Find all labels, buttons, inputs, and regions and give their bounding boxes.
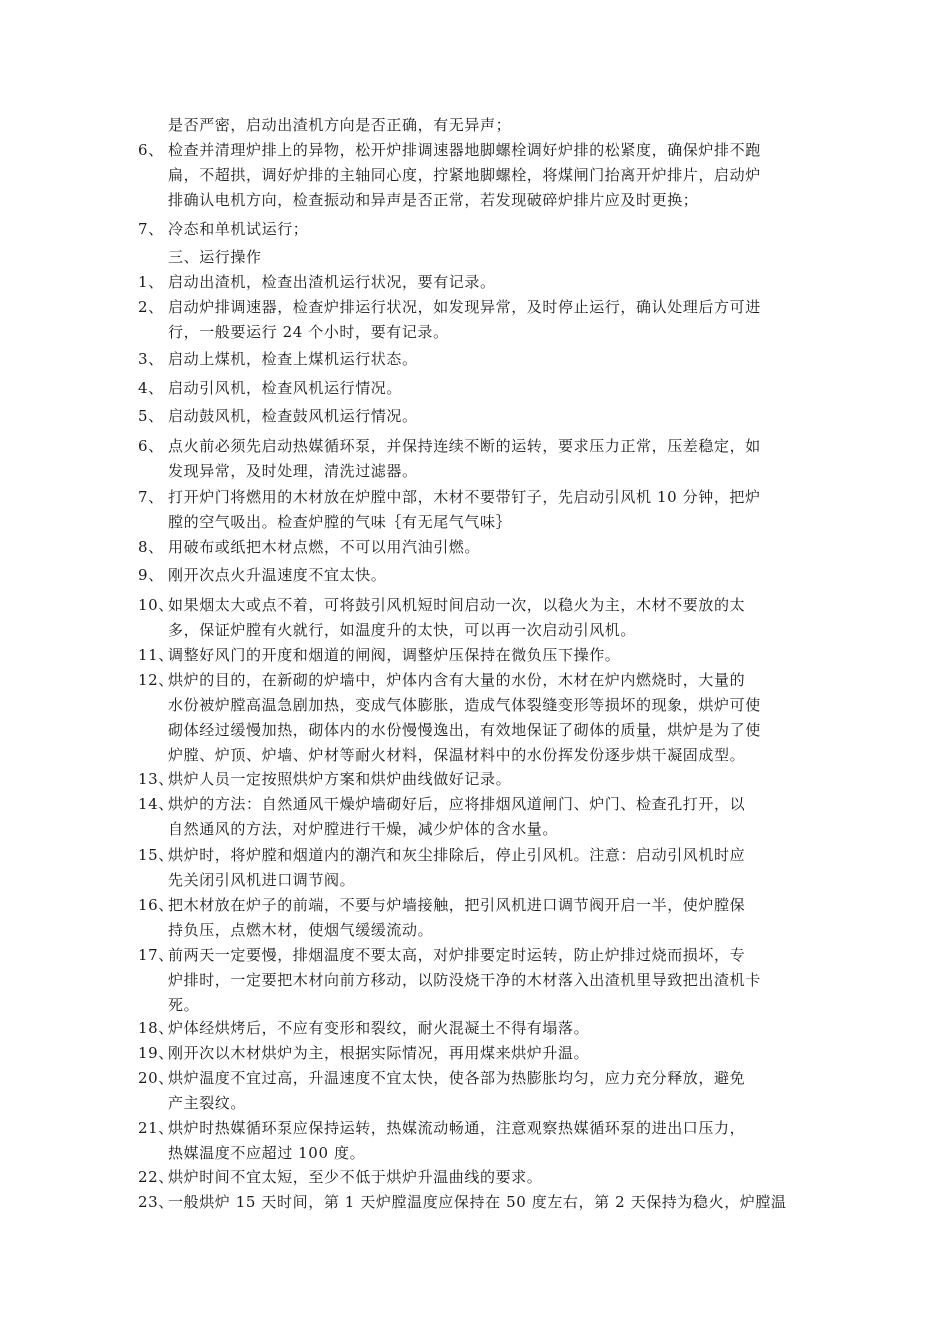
item-text-line: 先关闭引风机进口调节阀。 bbox=[168, 871, 356, 889]
item-text bbox=[168, 767, 818, 792]
list-item bbox=[138, 138, 818, 213]
item-text-line: 调整好风门的开度和烟道的闸阀，调整炉压保持在微负压下操作。 bbox=[168, 646, 621, 664]
item-number: 16、 bbox=[138, 896, 174, 914]
item-text bbox=[168, 843, 818, 893]
list-item bbox=[138, 668, 818, 768]
item-number: 12、 bbox=[138, 671, 174, 689]
item-text bbox=[168, 943, 818, 1018]
item-text-line: 烘炉的方法：自然通风干燥炉墙砌好后，应将排烟风道闸门、炉门、检查孔打开，以 bbox=[168, 795, 746, 813]
list-item bbox=[138, 943, 818, 1018]
item-text-line: 产主裂纹。 bbox=[168, 1094, 247, 1112]
item-text-line: 启动出渣机，检查出渣机运行状况，要有记录。 bbox=[168, 273, 496, 291]
item-number: 21、 bbox=[138, 1119, 174, 1137]
list-item bbox=[138, 893, 818, 943]
item-number: 18、 bbox=[138, 1019, 174, 1037]
item-text-line: 用破布或纸把木材点燃，不可以用汽油引燃。 bbox=[168, 538, 481, 556]
item-text bbox=[168, 593, 818, 643]
item-text-line: 打开炉门将燃用的木材放在炉膛中部，木材不要带钉子，先启动引风机 10 分钟，把炉 bbox=[168, 488, 761, 506]
item-number: 23、 bbox=[138, 1193, 174, 1211]
item-text-line: 炉体经烘烤后，不应有变形和裂纹，耐火混凝土不得有塌落。 bbox=[168, 1019, 590, 1037]
list-item bbox=[138, 1016, 818, 1041]
list-item bbox=[138, 593, 818, 643]
item-text bbox=[168, 668, 818, 768]
item-text-line: 启动上煤机，检查上煤机运行状态。 bbox=[168, 350, 418, 368]
item-text-line: 烘炉时间不宜太短，至少不低于烘炉升温曲线的要求。 bbox=[168, 1168, 543, 1186]
list-item bbox=[138, 1041, 818, 1066]
item-number: 8、 bbox=[138, 538, 164, 556]
list-item bbox=[138, 434, 818, 484]
item-text-line: 烘炉温度不宜过高，升温速度不宜太快，使各部为热膨胀均匀，应力充分释放，避免 bbox=[168, 1069, 746, 1087]
item-text bbox=[168, 295, 818, 345]
item-number: 3、 bbox=[138, 350, 164, 368]
item-number: 10、 bbox=[138, 596, 174, 614]
item-number: 7、 bbox=[138, 488, 164, 506]
item-text bbox=[168, 347, 818, 372]
item-text-line: 启动炉排调速器，检查炉排运行状况，如发现异常，及时停止运行，确认处理后方可进 bbox=[168, 298, 761, 316]
item-number: 9、 bbox=[138, 566, 164, 584]
list-item bbox=[138, 1190, 818, 1215]
item-number: 6、 bbox=[138, 437, 164, 455]
item-text-line: 炉膛、炉顶、炉墙、炉材等耐火材料，保温材料中的水份挥发份逐步烘干凝固成型。 bbox=[168, 746, 746, 764]
item-text bbox=[168, 1165, 818, 1190]
item-text-line: 水份被炉膛高温急剧加热，变成气体膨胀，造成气体裂缝变形等损坏的现象，烘炉可使 bbox=[168, 696, 761, 714]
item-text-line: 行，一般要运行 24 个小时，要有记录。 bbox=[168, 323, 449, 341]
item-number: 22、 bbox=[138, 1168, 174, 1186]
item-text bbox=[168, 1116, 818, 1166]
list-item bbox=[138, 535, 818, 560]
item-text-line: 刚开次点火升温速度不宜太快。 bbox=[168, 566, 387, 584]
item-text-line: 点火前必须先启动热媒循环泵，并保持连续不断的运转，要求压力正常，压差稳定，如 bbox=[168, 437, 761, 455]
list-item bbox=[138, 643, 818, 668]
item-text bbox=[168, 138, 818, 213]
item-text-line: 刚开次以木材烘炉为主，根据实际情况，再用煤来烘炉升温。 bbox=[168, 1044, 590, 1062]
item-text bbox=[168, 270, 818, 295]
list-item bbox=[138, 1116, 818, 1166]
item-number: 6、 bbox=[138, 141, 164, 159]
item-number: 19、 bbox=[138, 1044, 174, 1062]
item-text bbox=[168, 1190, 818, 1215]
item-text-line: 发现异常，及时处理，清洗过滤器。 bbox=[168, 462, 418, 480]
list-item bbox=[138, 270, 818, 295]
list-item bbox=[138, 1066, 818, 1116]
item-text-line: 排确认电机方向，检查振动和异声是否正常，若发现破碎炉排片应及时更换； bbox=[168, 191, 699, 209]
item-text-line: 冷态和单机试运行； bbox=[168, 220, 309, 238]
item-text-line: 启动引风机，检查风机运行情况。 bbox=[168, 379, 403, 397]
item-number: 15、 bbox=[138, 846, 174, 864]
list-item bbox=[138, 563, 818, 588]
item-number: 11、 bbox=[138, 646, 174, 664]
list-item bbox=[138, 347, 818, 372]
item-number: 5、 bbox=[138, 407, 164, 425]
item-text bbox=[168, 404, 818, 429]
item-text bbox=[168, 217, 818, 242]
item-text bbox=[168, 643, 818, 668]
list-item bbox=[138, 217, 818, 242]
item-text-line: 炉排时，一定要把木材向前方移动，以防没烧干净的木材落入出渣机里导致把出渣机卡 bbox=[168, 971, 761, 989]
item-text bbox=[168, 792, 818, 842]
section-heading: 三、运行操作 bbox=[168, 248, 262, 266]
list-item bbox=[138, 295, 818, 345]
item-text-line: 如果烟太大或点不着，可将鼓引风机短时间启动一次，以稳火为主，木材不要放的太 bbox=[168, 596, 746, 614]
item-text-line: 烘炉时，将炉膛和烟道内的潮汽和灰尘排除后，停止引风机。注意：启动引风机时应 bbox=[168, 846, 746, 864]
item-text bbox=[168, 893, 818, 943]
item-text-line: 启动鼓风机，检查鼓风机运行情况。 bbox=[168, 407, 418, 425]
item-text-line: 把木材放在炉子的前端，不要与炉墙接触，把引风机进口调节阀开启一半，使炉膛保 bbox=[168, 896, 746, 914]
list-item bbox=[138, 376, 818, 401]
item-text bbox=[168, 535, 818, 560]
item-text-line: 热媒温度不应超过 100 度。 bbox=[168, 1144, 366, 1162]
item-text-line: 烘炉的目的，在新砌的炉墙中，炉体内含有大量的水份，木材在炉内燃烧时，大量的 bbox=[168, 671, 746, 689]
continuation-line: 是否严密，启动出渣机方向是否正确，有无异声； bbox=[168, 116, 512, 134]
item-text-line: 多，保证炉膛有火就行，如温度升的太快，可以再一次启动引风机。 bbox=[168, 621, 637, 639]
item-text bbox=[168, 1041, 818, 1066]
item-text bbox=[168, 563, 818, 588]
list-item bbox=[138, 1165, 818, 1190]
item-text-line: 烘炉时热媒循环泵应保持运转，热媒流动畅通，注意观察热媒循环泵的进出口压力， bbox=[168, 1119, 746, 1137]
item-number: 20、 bbox=[138, 1069, 174, 1087]
item-text bbox=[168, 376, 818, 401]
item-text bbox=[168, 434, 818, 484]
item-text-line: 检查并清理炉排上的异物，松开炉排调速器地脚螺栓调好炉排的松紧度，确保炉排不跑 bbox=[168, 141, 761, 159]
list-item bbox=[138, 404, 818, 429]
item-number: 2、 bbox=[138, 298, 164, 316]
item-text-line: 烘炉人员一定按照烘炉方案和烘炉曲线做好记录。 bbox=[168, 770, 512, 788]
list-item bbox=[138, 485, 818, 535]
item-text-line: 死。 bbox=[168, 996, 200, 1014]
list-item bbox=[138, 767, 818, 792]
item-number: 4、 bbox=[138, 379, 164, 397]
item-text bbox=[168, 1016, 818, 1041]
item-text-line: 砌体经过缓慢加热，砌体内的水份慢慢逸出，有效地保证了砌体的质量，烘炉是为了使 bbox=[168, 721, 761, 739]
item-number: 7、 bbox=[138, 220, 164, 238]
item-text-line: 持负压，点燃木材，使烟气缓缓流动。 bbox=[168, 921, 434, 939]
item-text-line: 一般烘炉 15 天时间，第 1 天炉膛温度应保持在 50 度左右，第 2 天保持为稳火，炉膛温 bbox=[168, 1193, 787, 1211]
item-text-line: 自然通风的方法，对炉膛进行干燥，减少炉体的含水量。 bbox=[168, 820, 559, 838]
item-number: 14、 bbox=[138, 795, 174, 813]
item-number: 17、 bbox=[138, 946, 174, 964]
item-text bbox=[168, 1066, 818, 1116]
list-item bbox=[138, 792, 818, 842]
item-number: 1、 bbox=[138, 273, 164, 291]
item-number: 13、 bbox=[138, 770, 174, 788]
item-text-line: 前两天一定要慢，排烟温度不要太高，对炉排要定时运转，防止炉排过烧而损坏，专 bbox=[168, 946, 746, 964]
item-text-line: 扁，不超拱，调好炉排的主轴同心度，拧紧地脚螺栓，将煤闸门抬离开炉排片，启动炉 bbox=[168, 166, 761, 184]
item-text bbox=[168, 485, 818, 535]
list-item bbox=[138, 843, 818, 893]
item-text-line: 膛的空气吸出。检查炉膛的气味｛有无尾气气味｝ bbox=[168, 513, 512, 531]
